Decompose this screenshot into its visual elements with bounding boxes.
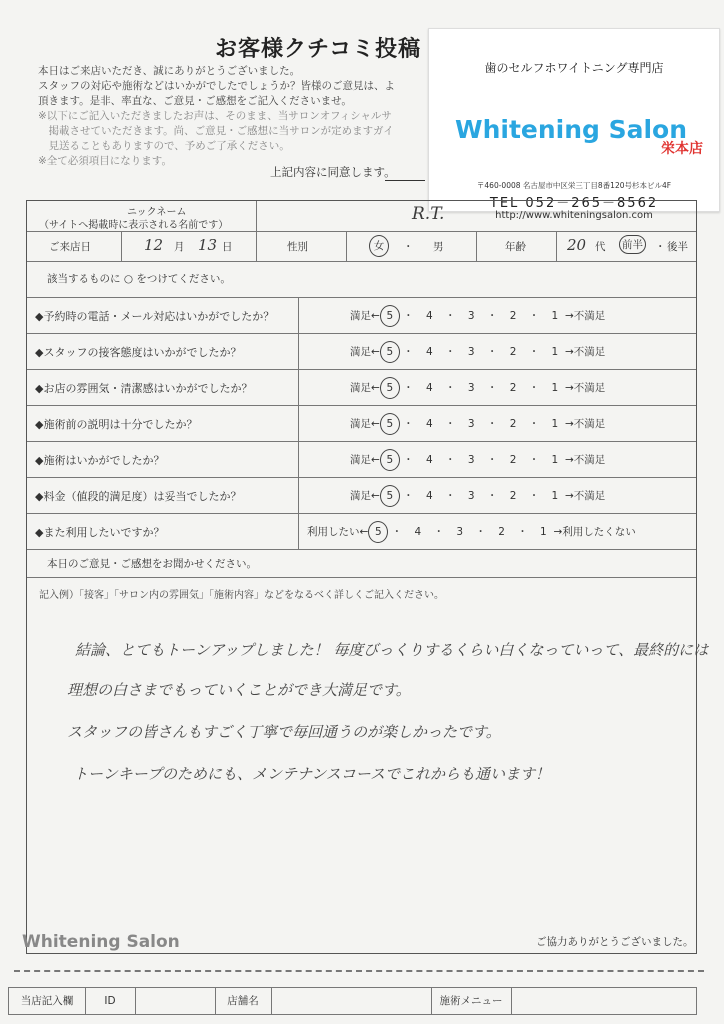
note-line: 掲載させていただきます。尚、ご意見・ご感想に当サロンが定めますガイ [38,125,394,137]
rating-answer[interactable]: 5 [380,305,400,327]
staff-menu-label: 施術メニュー [431,988,512,1014]
comment-example: 記入例）「接客」「サロン内の雰囲気」「施術内容」などをなるべく詳しくご記入ください。 [39,590,444,601]
question-label: ◆お店の雰囲気・清潔感はいかがでしたか？ [35,382,253,395]
rating-answer[interactable]: 5 [380,449,400,471]
intro-line: 本日はご来店いただき、誠にありがとうございました。 [38,65,301,77]
gender-male-option[interactable]: 男 [433,241,444,253]
age-unit: 代 [595,241,606,253]
note-line: 見送ることもありますので、予めご了承ください。 [38,140,290,152]
comment-line[interactable]: 理想の白さまでもっていくことができ大満足です。 [67,681,411,699]
cut-line [14,970,704,972]
staff-store-label: 店舗名 [215,988,272,1014]
age-first-half-option[interactable]: 前半 [619,235,646,254]
comment-line[interactable]: トーンキープのためにも、メンテナンスコースでこれからも通います！ [73,765,551,783]
visit-day[interactable]: 13 [198,236,218,254]
question-label: ◆施術はいかがでしたか？ [35,454,165,467]
intro-line: スタッフの対応や施術などはいかがでしたでしょうか？皆様のご意見は、よ [38,80,395,92]
question-row [27,441,696,478]
rating-answer[interactable]: 5 [380,485,400,507]
question-row [27,477,696,514]
stamp-tel: TEL 052－265－8562 [489,196,659,211]
page-title: お客様クチコミ投稿 [215,37,422,62]
question-row [27,369,696,406]
age-separator: ・ [655,241,666,253]
stamp-heading: 歯のセルフホワイトニング専門店 [484,61,664,75]
agree-label: 上記内容に同意します。 [270,165,396,179]
signature-line [385,180,425,181]
rating-answer[interactable]: 5 [380,377,400,399]
nickname-field[interactable]: R.T. [412,204,445,224]
gender-female-option[interactable]: 女 [369,235,389,257]
day-unit: 日 [222,241,233,253]
staff-id-field[interactable] [135,988,216,1014]
rating-answer[interactable]: 5 [380,413,400,435]
staff-label: 当店記入欄 [9,988,86,1014]
stamp-url: http://www.whiteningsalon.com [495,210,653,221]
profile-row [27,231,696,262]
salon-stamp [428,28,720,221]
intro-line: 頂きます。是非、率直な、ご意見・ご感想をご記入くださいませ。 [38,95,352,107]
revisit-row [27,513,696,550]
age-second-half-option[interactable]: 後半 [667,241,688,253]
question-row [27,297,696,334]
rating-scale: 満足← 5 ・ 4 ・ 3 ・ 2 ・ 1 →不満足 [350,305,605,327]
footer-logo: Whitening Salon [22,932,180,952]
note-line: ※以下にご記入いただきましたお声は、そのまま、当サロンオフィシャルサ [38,110,392,122]
visit-date-label: ご来店日 [49,241,91,253]
rating-scale: 満足← 5 ・ 4 ・ 3 ・ 2 ・ 1 →不満足 [350,485,605,507]
gender-separator: ・ [403,241,414,253]
revisit-scale: 利用したい← 5 ・ 4 ・ 3 ・ 2 ・ 1 →利用したくない [307,521,636,543]
staff-store-field[interactable] [271,988,432,1014]
comment-heading: 本日のご意見・ご感想をお聞かせください。 [47,558,257,570]
staff-use-box [8,987,697,1015]
question-row [27,405,696,442]
gender-label: 性別 [287,241,308,253]
staff-menu-field[interactable] [511,988,696,1014]
rating-scale: 満足← 5 ・ 4 ・ 3 ・ 2 ・ 1 →不満足 [350,449,605,471]
age-label: 年齢 [505,241,526,253]
visit-month[interactable]: 12 [144,236,164,254]
revisit-answer[interactable]: 5 [368,521,388,543]
rating-scale: 満足← 5 ・ 4 ・ 3 ・ 2 ・ 1 →不満足 [350,377,605,399]
branch-name: 栄本店 [661,141,703,157]
nickname-label: ニックネーム [127,207,187,218]
comment-line[interactable]: スタッフの皆さんもすごく丁寧で毎回通うのが楽しかったです。 [67,723,501,741]
nickname-row [27,201,696,232]
nickname-sublabel: （サイトへ掲載時に表示される名前です） [39,220,229,231]
thanks-text: ご協力ありがとうございました。 [536,936,694,948]
survey-form [26,200,709,954]
question-row [27,333,696,370]
question-label: ◆料金（値段的満足度）は妥当でしたか？ [35,490,242,503]
stamp-address: 〒460-0008 名古屋市中区栄三丁目8番120号杉本ビル4F [476,181,672,190]
comment-heading-row [27,549,696,578]
revisit-question: ◆また利用したいですか？ [35,526,165,539]
month-unit: 月 [174,241,185,253]
rating-scale: 満足← 5 ・ 4 ・ 3 ・ 2 ・ 1 →不満足 [350,341,605,363]
age-value[interactable]: 20 [567,236,587,254]
comment-line[interactable]: 結論、とてもトーンアップしました！ 毎度びっくりするくらい白くなっていって、最終的には [75,641,709,659]
instruction-text: 該当するものに ○ をつけてください。 [47,273,231,285]
instruction-row [27,261,696,298]
question-label: ◆施術前の説明は十分でしたか？ [35,418,198,431]
note-line: ※全て必須項目になります。 [38,155,172,167]
staff-id-label: ID [85,988,136,1014]
question-label: ◆予約時の電話・メール対応はいかがでしたか？ [35,310,275,323]
rating-scale: 満足← 5 ・ 4 ・ 3 ・ 2 ・ 1 →不満足 [350,413,605,435]
rating-answer[interactable]: 5 [380,341,400,363]
salon-logo: Whitening Salon [455,115,688,144]
question-label: ◆スタッフの接客態度はいかがでしたか？ [35,346,242,359]
